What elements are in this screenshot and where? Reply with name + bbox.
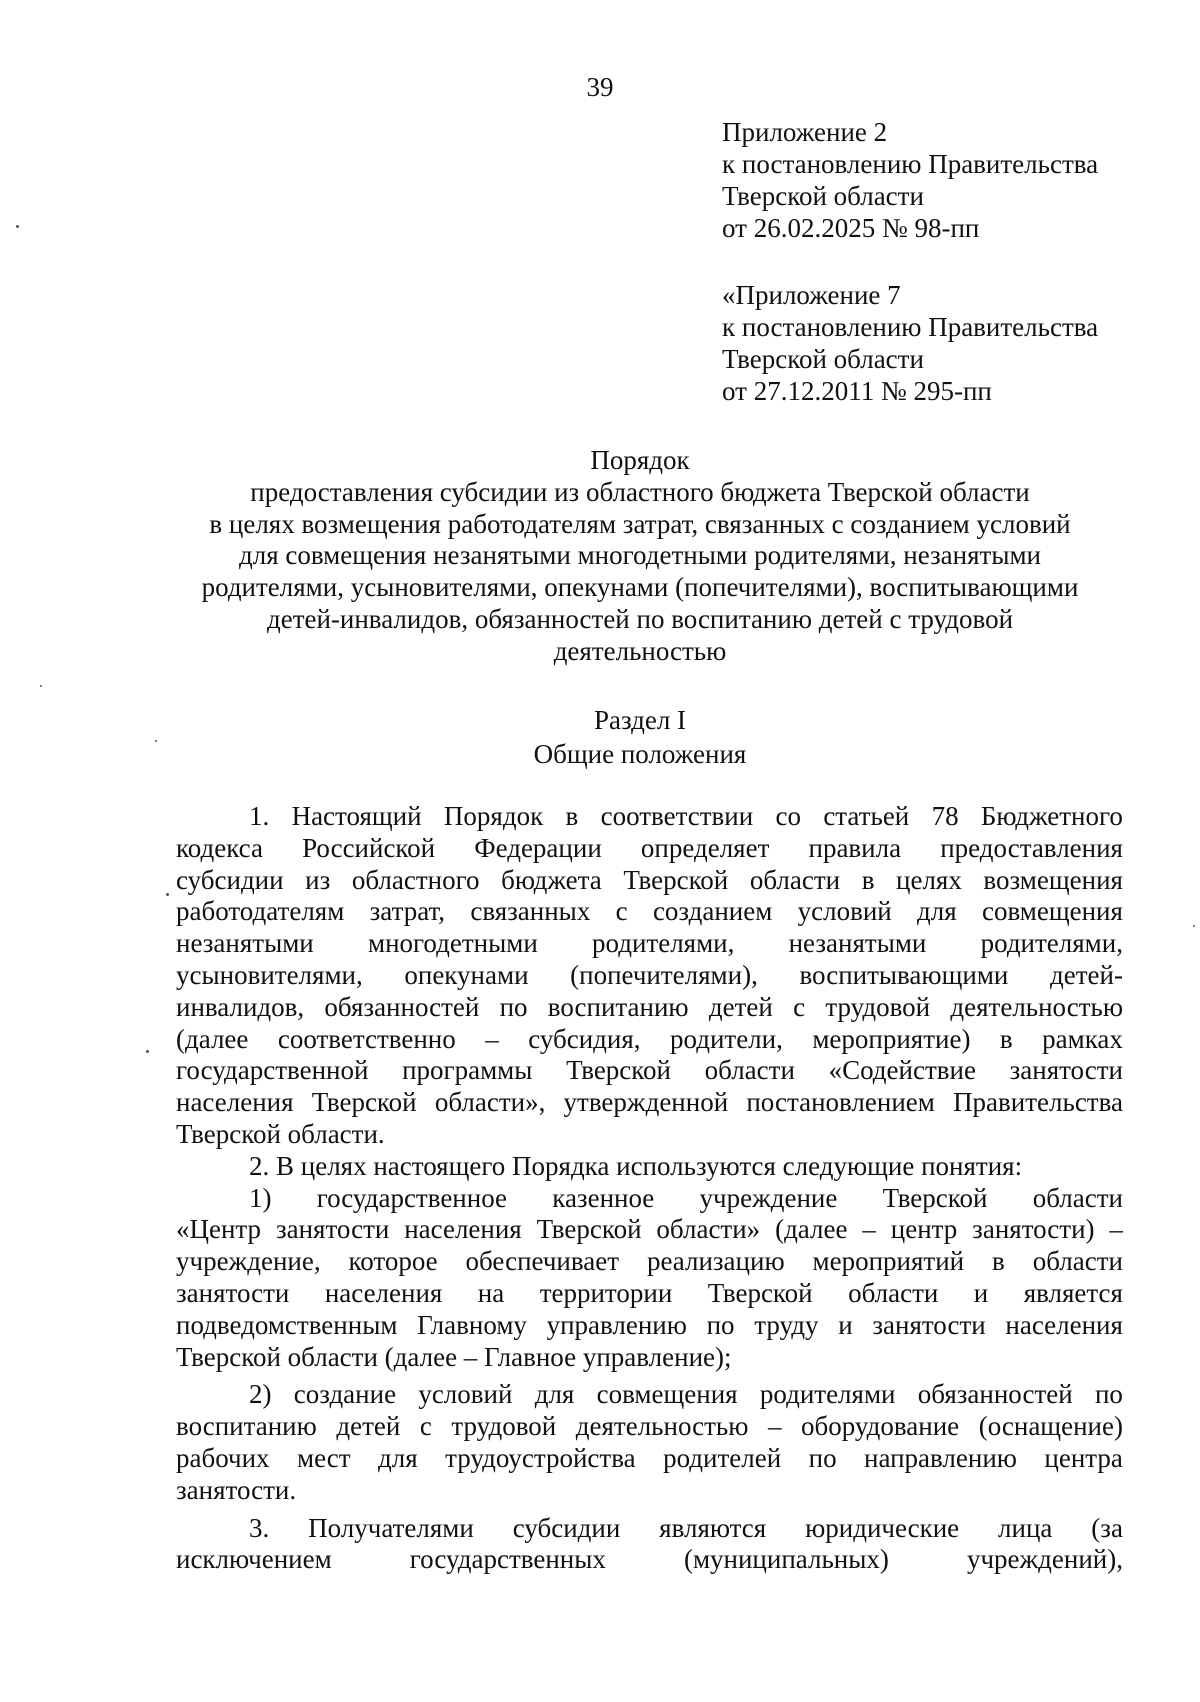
text-line: подведомственным Главному управлению по труду и занятости населения — [176, 1309, 1123, 1340]
text-line: работодателям затрат, связанных с созданием условий для совмещения — [176, 896, 1123, 927]
appendix-7-line: к постановлению Правительства — [722, 312, 1099, 342]
text-line: Тверской области. — [176, 1118, 385, 1149]
text-line: субсидии из областного бюджета Тверской области в целях возмещения — [176, 864, 1123, 895]
scan-speck — [40, 685, 42, 687]
title-line: деятельностью — [553, 635, 727, 666]
scan-speck — [155, 740, 157, 742]
title-line: в целях возмещения работодателям затрат, связанных с созданием условий — [209, 508, 1071, 539]
section-name: Общие положения — [533, 739, 747, 769]
text-line: 2) создание условий для совмещения родителями обязанностей по — [249, 1379, 1123, 1410]
appendix-2-line: Тверской области — [722, 181, 924, 211]
section-number: Раздел I — [593, 705, 687, 735]
text-line: рабочих мест для трудоустройства родителей по направлению центра — [176, 1442, 1123, 1473]
text-line: 3. Получателями субсидии являются юридические лица (за — [249, 1512, 1123, 1543]
text-line: кодекса Российской Федерации определяет правила предоставления — [176, 832, 1123, 863]
scan-speck — [16, 225, 19, 228]
paragraph-1 — [176, 801, 1123, 1151]
appendix-7-line: от 27.12.2011 № 295-пп — [722, 376, 992, 406]
text-line: исключением государственных (муниципальных) учреждений), — [176, 1544, 1123, 1575]
text-line: Тверской области (далее – Главное управление); — [176, 1341, 732, 1372]
paragraph-2 — [176, 1151, 1123, 1183]
appendix-2-line: от 26.02.2025 № 98-пп — [722, 213, 980, 243]
scan-speck — [166, 893, 169, 896]
text-line: (далее соответственно – субсидия, родители, мероприятие) в рамках — [176, 1023, 1123, 1054]
appendix-2-line: Приложение 2 — [722, 117, 888, 147]
appendix-7-line: «Приложение 7 — [722, 280, 901, 310]
text-line: учреждение, которое обеспечивает реализацию мероприятий в области — [176, 1246, 1123, 1277]
text-line: государственной программы Тверской области «Содействие занятости — [176, 1055, 1123, 1086]
page-number: 39 — [586, 72, 614, 102]
text-line: воспитанию детей с трудовой деятельностью – оборудование (оснащение) — [176, 1411, 1123, 1442]
appendix-7-line: Тверской области — [722, 344, 924, 374]
appendix-7-header — [722, 279, 1162, 407]
text-line: инвалидов, обязанностей по воспитанию детей с трудовой деятельностью — [176, 991, 1123, 1022]
text-line: занятости населения на территории Тверской области и является — [176, 1277, 1123, 1308]
title-line: родителями, усыновителями, опекунами (попечителями), воспитывающими — [201, 572, 1079, 603]
text-line: занятости. — [176, 1474, 297, 1505]
document-title — [160, 445, 1120, 668]
paragraph-2-2 — [176, 1379, 1123, 1506]
title-line: для совмещения незанятыми многодетными родителями, незанятыми — [239, 540, 1041, 571]
title-line: детей-инвалидов, обязанностей по воспитанию детей с трудовой — [266, 603, 1014, 634]
paragraph-2-1 — [176, 1183, 1123, 1374]
text-line: «Центр занятости населения Тверской области» (далее – центр занятости) – — [176, 1214, 1123, 1245]
paragraph-3 — [176, 1513, 1123, 1577]
appendix-2-line: к постановлению Правительства — [722, 149, 1099, 179]
title-heading: Порядок — [590, 445, 690, 475]
text-line: незанятыми многодетными родителями, незанятыми родителями, — [176, 928, 1123, 959]
section-header — [160, 703, 1120, 771]
document-body — [176, 801, 1123, 1576]
title-line: предоставления субсидии из областного бюджета Тверской области — [250, 476, 1030, 507]
text-line: 2. В целях настоящего Порядка используются следующие понятия: — [249, 1150, 1023, 1181]
text-line: усыновителями, опекунами (попечителями), воспитывающими детей- — [176, 959, 1123, 990]
scan-speck — [1193, 925, 1195, 927]
appendix-2-header — [722, 116, 1162, 244]
text-line: населения Тверской области», утвержденной постановлением Правительства — [176, 1087, 1123, 1118]
text-line: 1) государственное казенное учреждение Тверской области — [249, 1182, 1123, 1213]
text-line: 1. Настоящий Порядок в соответствии со статьей 78 Бюджетного — [249, 801, 1123, 831]
scan-speck — [146, 1050, 149, 1053]
